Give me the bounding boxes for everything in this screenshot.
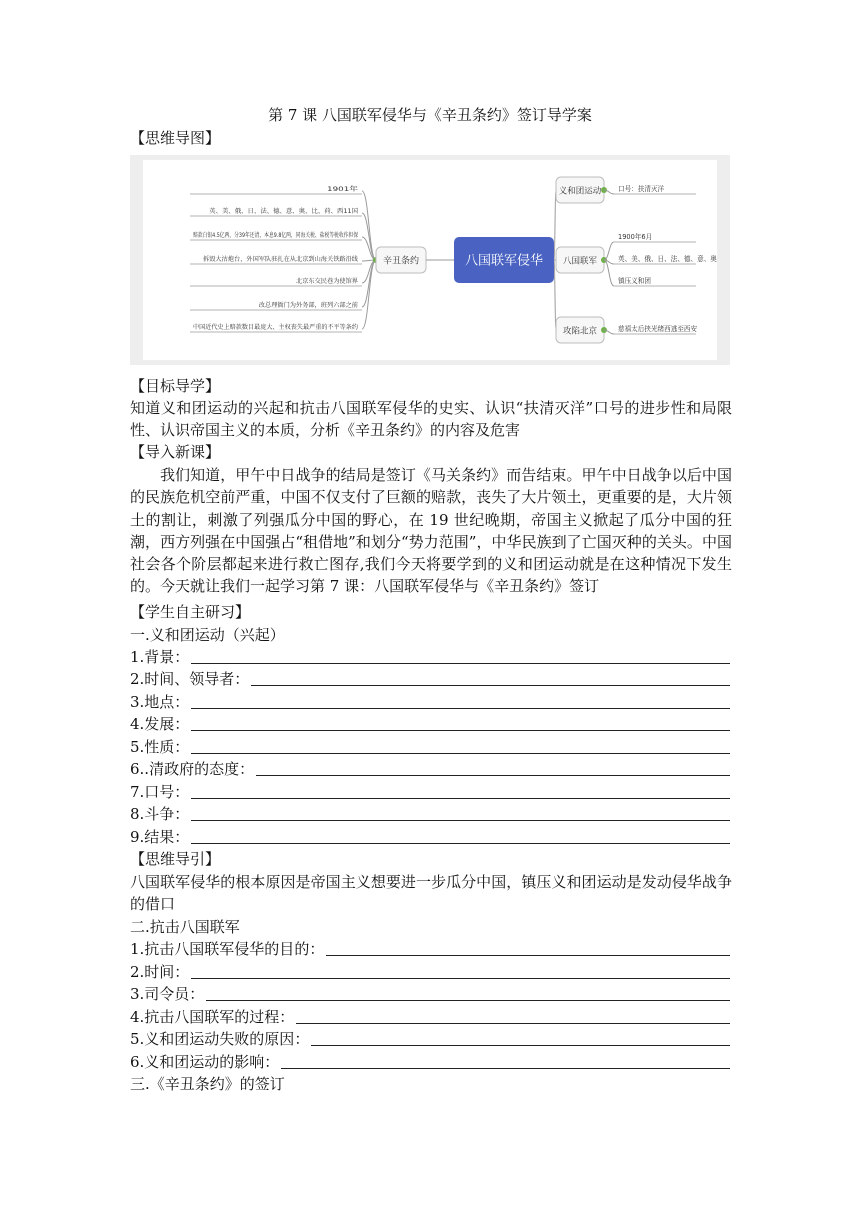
goal-text: 知道义和团运动的兴起和抗击八国联军侵华的史实、认识“扶清灭洋”口号的进步性和局限性、认识帝国主义的本质，分析《辛丑条约》的内容及危害 — [130, 399, 732, 440]
part2-item — [130, 1051, 730, 1073]
answer-line[interactable] — [296, 1023, 730, 1024]
answer-line[interactable] — [191, 843, 730, 844]
guide-text: 八国联军侵华的根本原因是帝国主义想要进一步瓜分中国，镇压义和团运动是发动侵华战争的借口 — [130, 873, 732, 914]
item-label: 5.义和团运动失败的原因： — [130, 1030, 310, 1048]
answer-line[interactable] — [191, 663, 730, 664]
study-heading: 【学生自主研习】 — [130, 603, 251, 621]
item-label: 3.地点： — [130, 693, 190, 711]
left-leaf-text: 英、美、俄、日、法、德、意、奥、比、荷、西11国 — [209, 208, 354, 215]
item-label: 5.性质： — [130, 738, 190, 756]
item-label: 6..清政府的态度： — [130, 760, 255, 778]
part2-title: 二.抗击八国联军 — [130, 918, 240, 936]
part1-item — [130, 668, 730, 690]
item-label: 4.抗击八国联军的过程： — [130, 1008, 295, 1026]
part1-item — [130, 758, 730, 780]
part1-title: 一.义和团运动（兴起） — [130, 626, 285, 644]
answer-line[interactable] — [191, 798, 730, 799]
part2-item — [130, 961, 730, 983]
left-leaf-text: 改总理衙门为外务部，班列六部之前 — [258, 302, 358, 309]
part1-item — [130, 713, 730, 735]
right-branch-label: 义和团运动 — [558, 186, 602, 197]
part3-title: 三.《辛丑条约》的签订 — [130, 1075, 285, 1093]
left-leaf-text: 北京东交民巷为使馆界 — [296, 278, 358, 285]
item-label: 1.背景： — [130, 648, 190, 666]
page-title: 第 7 课 八国联军侵华与《辛丑条约》签订导学案 — [268, 106, 592, 124]
center-node-label: 八国联军侵华 — [464, 253, 544, 269]
left-branch-label: 辛丑条约 — [382, 256, 420, 267]
item-label: 8.斗争： — [130, 805, 190, 823]
part2-item — [130, 1028, 730, 1050]
answer-line[interactable] — [311, 1045, 730, 1046]
part1-item — [130, 826, 730, 848]
right-branch-label: 攻陷北京 — [562, 326, 598, 337]
part2-item — [130, 983, 730, 1005]
answer-line[interactable] — [191, 708, 730, 709]
left-leaf-text: 拆毁大沽炮台，外国军队驻扎在从北京到山海关铁路沿线 — [203, 256, 358, 263]
mindmap-heading: 【思维导图】 — [130, 129, 221, 147]
part2-item — [130, 938, 730, 960]
item-label: 6.义和团运动的影响： — [130, 1053, 280, 1071]
item-label: 7.口号： — [130, 783, 190, 801]
right-leaf-text: 英、美、俄、日、法、德、意、奥 — [618, 255, 717, 263]
part2-item — [130, 1006, 730, 1028]
item-label: 3.司令员： — [130, 985, 205, 1003]
right-leaf-text: 镇压义和团 — [618, 277, 651, 285]
right-leaf-text: 1900年6月 — [618, 233, 653, 241]
intro-heading: 【导入新课】 — [130, 443, 221, 461]
part1-item — [130, 691, 730, 713]
answer-line[interactable] — [326, 955, 730, 956]
item-label: 2.时间： — [130, 963, 190, 981]
left-leaf-text: 赔款白银4.5亿两，分39年还清，本息9.8亿两，同海关税、盐税等税收作担保 — [193, 232, 407, 239]
answer-line[interactable] — [191, 730, 730, 731]
part1-item — [130, 646, 730, 668]
item-label: 4.发展： — [130, 715, 190, 733]
item-label: 1.抗击八国联军侵华的目的： — [130, 940, 325, 958]
guide-heading: 【思维导引】 — [130, 850, 221, 868]
right-branch-label: 八国联军 — [562, 256, 598, 267]
answer-line[interactable] — [191, 820, 730, 821]
answer-line[interactable] — [191, 978, 730, 979]
mind-map-canvas — [130, 155, 730, 365]
answer-line[interactable] — [191, 753, 730, 754]
intro-text: 我们知道，甲午中日战争的结局是签订《马关条约》而告结束。甲午中日战争以后中国的民族危机空前严重，中国不仅支付了巨额的赔款，丧失了大片领土，更重要的是，大片领土的割让，刺激了列强瓜分中国的野心，在 19 世纪晚期，帝国主义掀起了瓜分中国的狂潮，西方列强在中国强占“租借地”和划分“势力范围”，中华民族到了亡国灭种的关头。中国社会各个阶层都起来进行救亡图存,我们今天将要学到的义和团运动就是在这种情况下发生的。今天就让我们一起学习第 7 课：八国联军侵华与《辛丑条约》签订 — [130, 466, 732, 596]
left-leaf-text: 中国近代史上赔款数目最庞大、主权丧失最严重的不平等条约 — [193, 324, 361, 331]
answer-line[interactable] — [251, 685, 730, 686]
part1-item — [130, 803, 730, 825]
item-label: 9.结果： — [130, 828, 190, 846]
right-leaf-text: 口号：扶清灭洋 — [618, 185, 665, 193]
mind-map — [130, 155, 730, 365]
part1-item — [130, 736, 730, 758]
part1-item — [130, 781, 730, 803]
answer-line[interactable] — [206, 1000, 730, 1001]
left-leaf-text: 1901年 — [327, 186, 349, 193]
answer-line[interactable] — [281, 1068, 730, 1069]
goal-heading: 【目标导学】 — [130, 377, 221, 395]
item-label: 2.时间、领导者： — [130, 670, 250, 688]
answer-line[interactable] — [256, 775, 730, 776]
right-leaf-text: 慈禧太后挟光绪西逃至西安 — [618, 325, 698, 333]
